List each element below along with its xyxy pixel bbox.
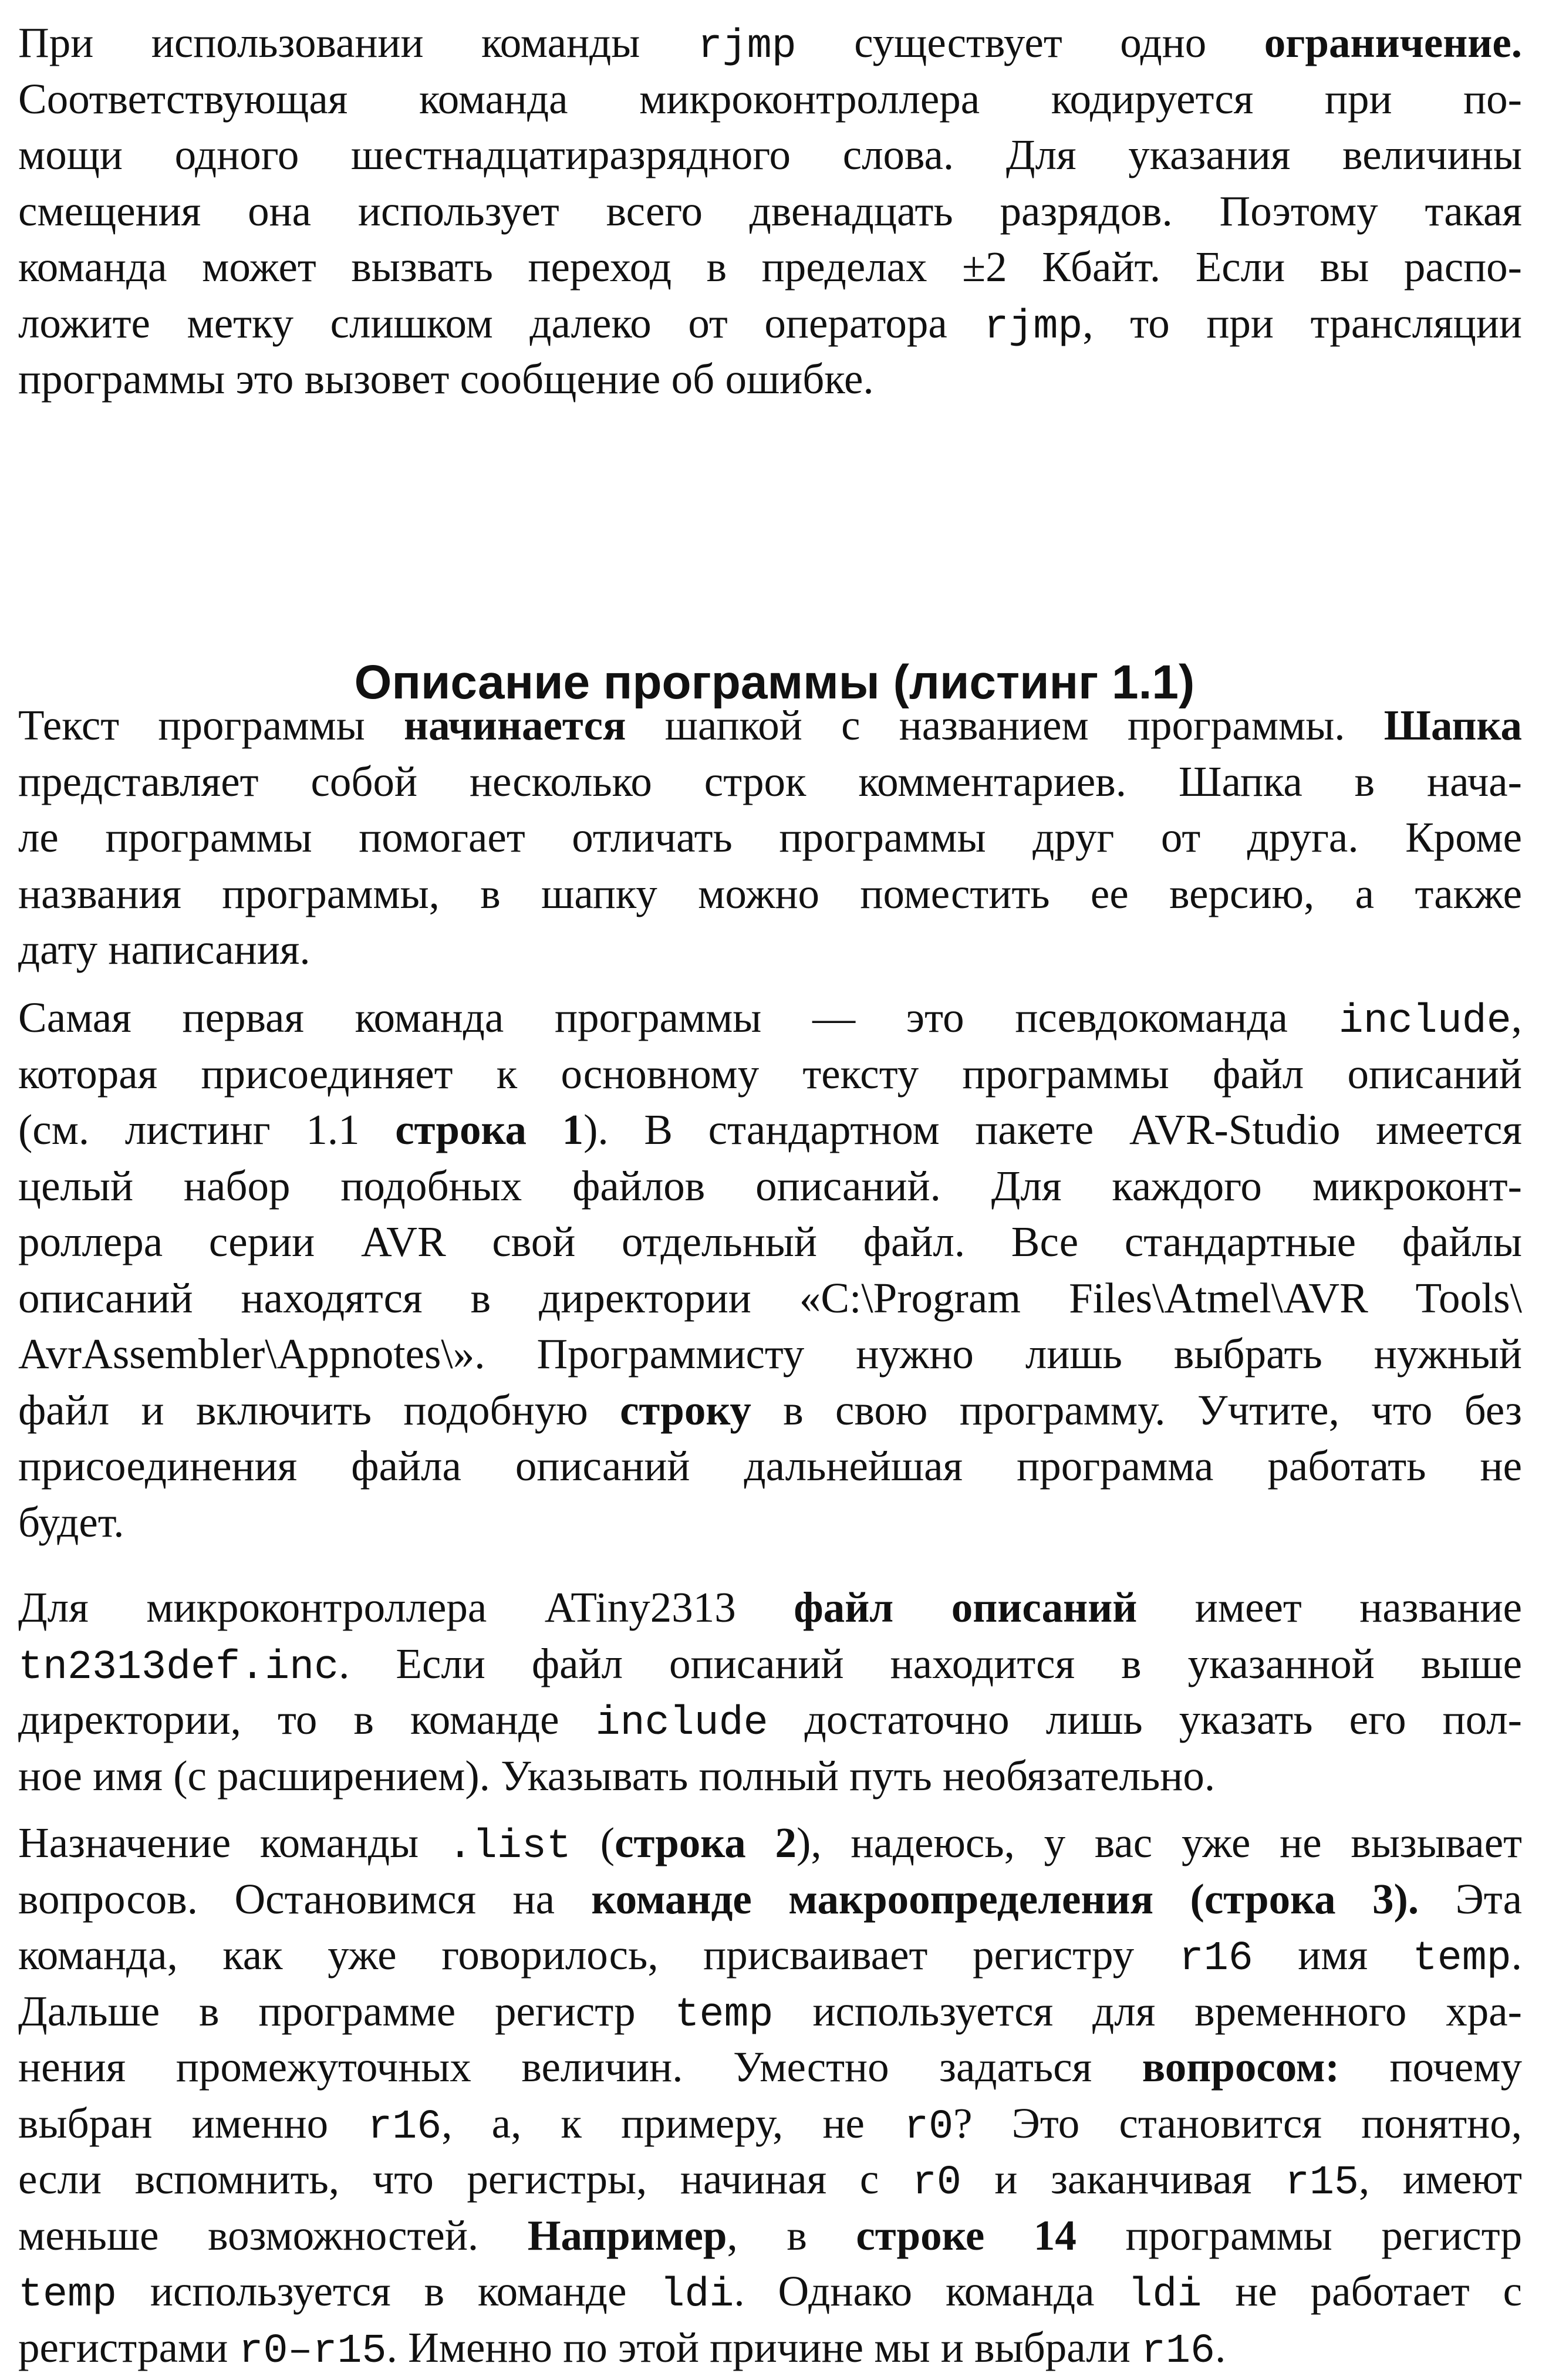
text-segment: ), надеюсь, у вас уже не вызывает	[797, 1819, 1523, 1866]
text-line	[18, 239, 1522, 295]
code-term: r16	[367, 2104, 442, 2151]
text-segment: мощи одного шестнадцатиразрядного слова. Для указания величины	[18, 131, 1522, 178]
code-term: include	[1338, 998, 1511, 1045]
text-segment: нения промежуточных величин. Уместно задаться	[18, 2043, 1142, 2091]
text-line	[18, 1214, 1522, 1270]
paragraph-include-directive	[18, 990, 1522, 1550]
text-segment: Самая первая команда программы — это псевдокоманда	[18, 994, 1339, 1041]
bold-term: Например	[527, 2211, 727, 2259]
paragraph-rjmp-limitation	[18, 15, 1522, 407]
text-line	[18, 2207, 1522, 2264]
text-segment: если вспомнить, что регистры, начиная с	[18, 2155, 912, 2203]
text-line	[18, 866, 1522, 922]
text-segment: ное имя (с расширением). Указывать полный путь необязательно.	[18, 1751, 1216, 1800]
text-line	[18, 1382, 1522, 1439]
code-term: .list	[447, 1824, 571, 1870]
section-heading: Описание программы (листинг 1.1)	[354, 656, 1195, 710]
text-line	[18, 1871, 1522, 1927]
text-segment: роллера серии AVR свой отдельный файл. Все стандартные файлы	[18, 1218, 1522, 1265]
text-line	[18, 1046, 1522, 1102]
text-segment: в свою программу. Учтите, что без	[751, 1386, 1522, 1434]
text-line	[18, 1815, 1522, 1871]
text-segment: используется в команде	[117, 2267, 660, 2315]
text-segment: .	[1511, 1931, 1523, 1979]
code-term: r16	[1179, 1936, 1253, 1982]
text-line	[18, 71, 1522, 127]
text-segment: AvrAssembler\Appnotes\». Программисту нужно лишь выбрать нужный	[18, 1330, 1522, 1378]
text-segment: Текст программы	[18, 701, 404, 749]
text-segment: и заканчивая	[961, 2155, 1285, 2203]
code-term: r0	[904, 2104, 954, 2151]
bold-term: файл описаний	[794, 1584, 1138, 1631]
code-term: temp	[1412, 1936, 1511, 1982]
bold-term: строку	[620, 1386, 751, 1434]
text-segment: Назначение команды	[18, 1819, 448, 1866]
text-segment: не работает с	[1202, 2267, 1522, 2315]
paragraph-list-and-def	[18, 1815, 1522, 2375]
text-segment: команда, как уже говорилось, присваивает регистру	[18, 1931, 1179, 1979]
code-term: ldi	[1128, 2272, 1202, 2318]
text-segment: команда может вызвать переход в пределах ±2 Кбайт. Если вы распо-	[18, 243, 1522, 291]
text-segment: вопросов. Остановимся на	[18, 1875, 592, 1923]
text-line	[18, 1438, 1522, 1494]
code-term: tn2313def.inc	[18, 1644, 339, 1691]
text-segment: регистрами	[18, 2323, 239, 2371]
text-line	[18, 1636, 1522, 1692]
bold-term: строка 1	[395, 1106, 584, 1153]
text-segment: ле программы помогает отличать программы друг от друга. Кроме	[18, 813, 1522, 861]
code-term: r0–r15	[238, 2328, 387, 2375]
text-segment: названия программы, в шапку можно поместить ее версию, а также	[18, 869, 1522, 917]
text-segment: меньше возможностей.	[18, 2211, 528, 2259]
text-segment: файл и включить подобную	[18, 1386, 620, 1434]
text-line	[18, 1102, 1522, 1158]
code-term: r16	[1141, 2328, 1216, 2375]
text-segment: Для микроконтроллера ATiny2313	[18, 1584, 794, 1631]
text-segment: будет.	[18, 1498, 124, 1546]
text-segment: существует одно	[796, 19, 1264, 66]
bold-term: ограничение.	[1264, 19, 1522, 66]
text-line	[18, 1748, 1522, 1804]
text-segment: шапкой с названием программы.	[626, 701, 1384, 749]
paragraph-program-header	[18, 697, 1522, 978]
text-segment: используется для временного хра-	[773, 1987, 1522, 2035]
text-line	[18, 697, 1522, 754]
bold-term: строке 14	[856, 2211, 1076, 2259]
text-line	[18, 127, 1522, 183]
text-segment: Эта	[1419, 1875, 1522, 1923]
code-term: temp	[674, 1991, 774, 2038]
text-line	[18, 351, 1522, 407]
text-segment: При использовании команды	[18, 19, 698, 66]
bold-term: команде макроопределения (строка 3).	[591, 1875, 1419, 1923]
text-segment: , в	[727, 2211, 856, 2259]
text-segment: ). В стандартном пакете AVR-Studio имеется	[583, 1106, 1523, 1153]
text-segment: ? Это становится понятно,	[953, 2099, 1523, 2147]
text-segment: представляет собой несколько строк комментариев. Шапка в нача-	[18, 757, 1522, 805]
text-segment: , то при трансляции	[1082, 299, 1522, 347]
text-segment: . Именно по этой причине мы и выбрали	[386, 2323, 1142, 2371]
code-term: ldi	[660, 2272, 734, 2318]
code-term: r0	[912, 2160, 961, 2206]
text-line	[18, 183, 1522, 239]
text-segment: имеет название	[1137, 1584, 1522, 1631]
text-segment: присоединения файла описаний дальнейшая программа работать не	[18, 1442, 1522, 1490]
text-segment: которая присоединяет к основному тексту программы файл описаний	[18, 1049, 1522, 1098]
text-line	[18, 1326, 1522, 1382]
text-segment: , а, к примеру, не	[441, 2099, 905, 2147]
text-segment: достаточно лишь указать его пол-	[768, 1696, 1522, 1743]
code-term: include	[595, 1700, 768, 1747]
text-line	[18, 990, 1522, 1046]
text-segment: ложите метку слишком далеко от оператора	[18, 299, 984, 347]
text-line	[18, 1158, 1522, 1214]
text-segment: (см. листинг 1.1	[18, 1106, 396, 1153]
text-segment: . Однако команда	[734, 2267, 1128, 2315]
text-segment: смещения она использует всего двенадцать разрядов. Поэтому такая	[18, 187, 1522, 235]
text-line	[18, 1579, 1522, 1636]
bold-term: вопросом:	[1142, 2043, 1339, 2091]
text-line	[18, 2320, 1522, 2376]
text-segment: имя	[1253, 1931, 1413, 1979]
text-line	[18, 2151, 1522, 2207]
text-segment: программы регистр	[1076, 2211, 1522, 2259]
text-line	[18, 2263, 1522, 2320]
text-line	[18, 754, 1522, 810]
text-line	[18, 1983, 1522, 2040]
text-segment: почему	[1339, 2043, 1522, 2091]
text-segment: ,	[1511, 994, 1522, 1041]
code-term: rjmp	[697, 23, 797, 70]
paragraph-attiny2313-definitions	[18, 1579, 1522, 1804]
text-segment: , имеют	[1359, 2155, 1523, 2203]
bold-term: начинается	[404, 701, 626, 749]
text-segment: целый набор подобных файлов описаний. Для каждого микроконт-	[18, 1162, 1522, 1210]
text-line	[18, 2039, 1522, 2095]
bold-term: строка 2	[615, 1819, 797, 1866]
text-segment: Дальше в программе регистр	[18, 1987, 675, 2035]
text-line	[18, 15, 1522, 71]
text-segment: выбран именно	[18, 2099, 368, 2147]
text-line	[18, 1494, 1522, 1551]
bold-term: Шапка	[1383, 701, 1522, 749]
text-line	[18, 2095, 1522, 2152]
text-segment: описаний находятся в директории «C:\Program Files\Atmel\AVR Tools\	[18, 1274, 1522, 1322]
code-term: temp	[18, 2272, 117, 2318]
text-segment: директории, то в команде	[18, 1696, 596, 1743]
text-segment: дату написания.	[18, 926, 311, 973]
text-line	[18, 809, 1522, 866]
text-line	[18, 1270, 1522, 1326]
text-line	[18, 1927, 1522, 1983]
text-segment: программы это вызовет сообщение об ошибке.	[18, 355, 874, 403]
text-segment: . Если файл описаний находится в указанной выше	[339, 1639, 1522, 1687]
text-line	[18, 295, 1522, 352]
text-segment: Соответствующая команда микроконтроллера кодируется при по-	[18, 75, 1522, 123]
text-segment: (	[571, 1819, 615, 1866]
code-term: rjmp	[984, 303, 1083, 350]
text-line	[18, 921, 1522, 978]
text-segment: .	[1215, 2323, 1226, 2371]
text-line	[18, 1692, 1522, 1748]
code-term: r15	[1285, 2160, 1359, 2206]
